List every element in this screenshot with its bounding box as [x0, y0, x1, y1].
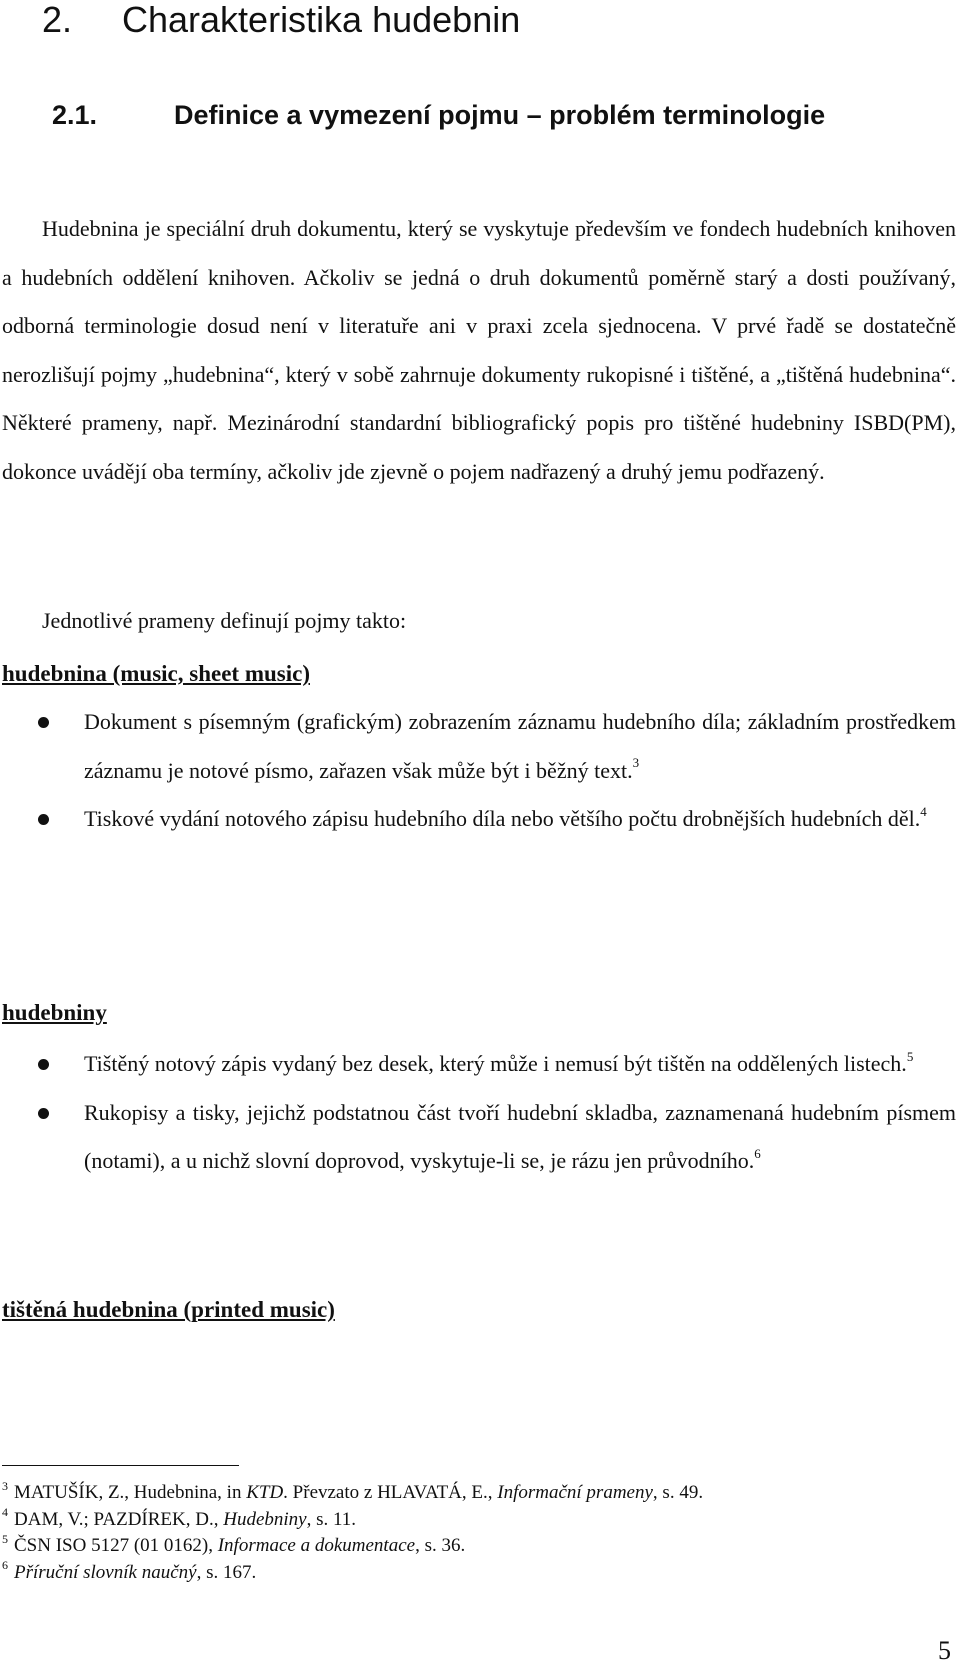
- definition-text: Tiskové vydání notového zápisu hudebního díla nebo většího počtu drobnějších hudebních děl.: [84, 806, 921, 831]
- footnote-italic: Informace a dokumentace: [217, 1535, 416, 1556]
- footnote: [2, 1560, 942, 1587]
- footnote-text: , s. 49.: [652, 1482, 704, 1503]
- definition-text: Dokument s písemným (grafickým) zobrazením záznamu hudebního díla; základním prostředkem záznamu je notové písmo, zařazen však může být i běžný text.: [84, 709, 956, 783]
- bullet-icon: [38, 814, 49, 825]
- footnote-text: MATUŠÍK, Z., Hudebnina, in: [14, 1482, 247, 1503]
- footnote-ref: 3: [632, 755, 640, 771]
- list-item: [0, 698, 956, 795]
- list-item: [0, 1040, 956, 1089]
- footnote-ref: 4: [920, 803, 927, 819]
- footnote: [2, 1533, 942, 1560]
- footnote-number: 5: [2, 1531, 8, 1546]
- term-hudebniny: hudebniny: [2, 1000, 107, 1025]
- footnote-italic: Příruční slovník naučný: [14, 1561, 197, 1583]
- intro-paragraph: Hudebnina je speciální druh dokumentu, který se vyskytuje především ve fondech hudebních knihoven a hudebních oddělení knihoven. Ačkoliv se jedná o druh dokumentů poměrně starý a dosti používaný, odborná terminologie dosud není v literatuře ani v praxi zcela sjednocena. V prvé řadě se dostatečně nerozlišují pojmy „hudebnina“, který v sobě zahrnuje dokumenty rukopisné i tištěné, a „tištěná hudebnina“. Některé prameny, např. Mezinárodní standardní bibliografický popis pro tištěné hudebniny ISBD(PM), dokonce uvádějí oba termíny, ačkoliv jde zjevně o pojem nadřazený a druhý jemu podřazený.: [2, 216, 956, 484]
- bullet-icon: [38, 1108, 49, 1119]
- term-hudebnina-definitions: [0, 698, 956, 844]
- chapter-title: Charakteristika hudebnin: [122, 0, 521, 40]
- footnote-ref: 6: [754, 1145, 761, 1161]
- footnote-separator: [2, 1465, 239, 1466]
- list-item: [0, 1089, 956, 1186]
- definitions-lead-paragraph: Jednotlivé prameny definují pojmy takto:: [42, 608, 407, 633]
- footnote-number: 6: [2, 1558, 8, 1573]
- footnote-italic: Informační prameny: [497, 1482, 653, 1503]
- footnote: [2, 1480, 942, 1507]
- definition-text: Tištěný notový zápis vydaný bez desek, který může i nemusí být tištěn na oddělených listech.: [84, 1051, 907, 1076]
- list-item: [0, 795, 956, 844]
- footnote-text: , s. 11.: [306, 1508, 357, 1530]
- footnote-italic: KTD: [246, 1482, 284, 1503]
- term-hudebniny-definitions: [0, 1040, 956, 1186]
- footnote-text: , s. 167.: [196, 1561, 257, 1583]
- chapter-heading: [42, 0, 520, 40]
- term-hudebnina: hudebnina (music, sheet music): [2, 661, 310, 686]
- bullet-icon: [38, 1059, 49, 1070]
- footnote-number: 4: [2, 1505, 8, 1520]
- page-number: 5: [938, 1636, 951, 1665]
- footnotes: [2, 1480, 942, 1586]
- footnote-text: ČSN ISO 5127 (01 0162),: [14, 1535, 218, 1556]
- term-tistena-hudebnina: tištěná hudebnina (printed music): [2, 1297, 335, 1322]
- footnote-text: DAM, V.; PAZDÍREK, D.,: [14, 1508, 224, 1530]
- footnote-text: . Převzato z HLAVATÁ, E.,: [283, 1482, 498, 1503]
- section-title: Definice a vymezení pojmu – problém terminologie: [174, 100, 826, 130]
- footnote-ref: 5: [906, 1048, 914, 1064]
- footnote: [2, 1507, 942, 1534]
- footnote-text: , s. 36.: [415, 1535, 466, 1556]
- chapter-number: 2.: [42, 0, 73, 40]
- bullet-icon: [38, 717, 49, 728]
- section-number: 2.1.: [52, 100, 98, 130]
- footnote-number: 3: [2, 1478, 8, 1493]
- definition-text: Rukopisy a tisky, jejichž podstatnou část tvoří hudební skladba, zaznamenaná hudebním písmem (notami), a u nichž slovní doprovod, vyskytuje-li se, je rázu jen průvodního.: [84, 1099, 956, 1173]
- section-heading: [52, 88, 892, 143]
- footnote-italic: Hudebniny: [223, 1508, 307, 1530]
